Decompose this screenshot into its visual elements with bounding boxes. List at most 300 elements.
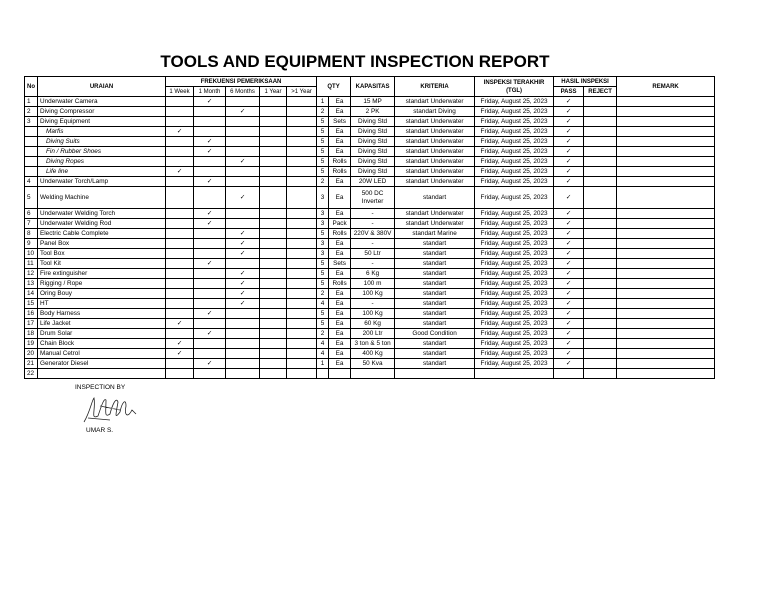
freq-cell (166, 137, 194, 147)
freq-cell (287, 117, 317, 127)
row-kriteria: standart Diving (395, 107, 475, 117)
row-reject (584, 349, 617, 359)
row-qty: 5 (317, 279, 329, 289)
freq-cell (166, 359, 194, 369)
freq-cell (194, 369, 226, 379)
table-row (25, 187, 715, 209)
row-remark (617, 137, 715, 147)
freq-cell (194, 279, 226, 289)
col-header-inspeksi-line1: INSPEKSI TERAKHIR (483, 79, 545, 86)
row-no: 21 (25, 359, 38, 369)
row-remark (617, 229, 715, 239)
freq-cell (166, 117, 194, 127)
row-unit: Ea (329, 269, 351, 279)
freq-check-icon: ✓ (166, 339, 194, 349)
header-row-1 (25, 77, 715, 87)
row-remark (617, 309, 715, 319)
row-tgl: Friday, August 25, 2023 (475, 299, 554, 309)
row-name: Marfis (38, 127, 166, 137)
freq-cell (287, 167, 317, 177)
row-tgl: Friday, August 25, 2023 (475, 239, 554, 249)
row-reject (584, 249, 617, 259)
freq-cell (166, 369, 194, 379)
row-unit: Ea (329, 319, 351, 329)
freq-check-icon: ✓ (226, 279, 260, 289)
row-kapasitas: Diving Std (351, 127, 395, 137)
freq-check-icon: ✓ (194, 177, 226, 187)
row-no: 7 (25, 219, 38, 229)
freq-cell (226, 319, 260, 329)
row-qty: 2 (317, 329, 329, 339)
pass-check-icon: ✓ (554, 97, 584, 107)
row-unit (329, 369, 351, 379)
row-reject (584, 359, 617, 369)
freq-cell (194, 107, 226, 117)
table-row (25, 299, 715, 309)
pass-check-icon: ✓ (554, 329, 584, 339)
row-kapasitas: 60 Kg (351, 319, 395, 329)
freq-cell (166, 219, 194, 229)
row-kriteria: standart Underwater (395, 127, 475, 137)
row-name: Tool Box (38, 249, 166, 259)
freq-cell (260, 167, 287, 177)
freq-cell (260, 359, 287, 369)
pass-check-icon: ✓ (554, 209, 584, 219)
freq-cell (226, 369, 260, 379)
row-reject (584, 177, 617, 187)
freq-check-icon: ✓ (166, 167, 194, 177)
freq-cell (226, 309, 260, 319)
row-unit: Sets (329, 117, 351, 127)
freq-cell (194, 299, 226, 309)
row-kapasitas: Diving Std (351, 157, 395, 167)
row-reject (584, 259, 617, 269)
row-tgl: Friday, August 25, 2023 (475, 107, 554, 117)
freq-check-icon: ✓ (166, 127, 194, 137)
row-qty: 4 (317, 339, 329, 349)
row-name: Underwater Welding Torch (38, 209, 166, 219)
row-kapasitas: 220V & 380V (351, 229, 395, 239)
freq-check-icon: ✓ (226, 157, 260, 167)
row-kriteria: standart (395, 339, 475, 349)
row-tgl: Friday, August 25, 2023 (475, 157, 554, 167)
freq-cell (260, 229, 287, 239)
table-row (25, 289, 715, 299)
row-reject (584, 157, 617, 167)
row-remark (617, 117, 715, 127)
freq-cell (226, 359, 260, 369)
row-unit: Ea (329, 147, 351, 157)
pass-check-icon: ✓ (554, 339, 584, 349)
freq-cell (260, 309, 287, 319)
pass-check-icon: ✓ (554, 107, 584, 117)
pass-check-icon: ✓ (554, 177, 584, 187)
col-header-kapasitas: KAPASITAS (351, 77, 395, 97)
row-reject (584, 187, 617, 209)
row-qty: 3 (317, 209, 329, 219)
row-tgl: Friday, August 25, 2023 (475, 137, 554, 147)
row-tgl: Friday, August 25, 2023 (475, 117, 554, 127)
freq-cell (287, 309, 317, 319)
table-row (25, 239, 715, 249)
table-row (25, 137, 715, 147)
row-remark (617, 359, 715, 369)
freq-cell (226, 349, 260, 359)
freq-cell (166, 299, 194, 309)
row-remark (617, 107, 715, 117)
freq-cell (260, 299, 287, 309)
freq-cell (287, 269, 317, 279)
freq-cell (194, 269, 226, 279)
row-tgl: Friday, August 25, 2023 (475, 187, 554, 209)
row-kapasitas-line1: 500 DC (361, 189, 384, 197)
row-no: 10 (25, 249, 38, 259)
pass-check-icon: ✓ (554, 269, 584, 279)
row-unit: Ea (329, 97, 351, 107)
row-no: 5 (25, 187, 38, 209)
row-no: 4 (25, 177, 38, 187)
freq-cell (226, 147, 260, 157)
row-remark (617, 177, 715, 187)
row-kapasitas: Diving Std (351, 167, 395, 177)
row-unit: Ea (329, 187, 351, 209)
row-tgl: Friday, August 25, 2023 (475, 209, 554, 219)
row-unit: Ea (329, 299, 351, 309)
col-header-kriteria: KRITERIA (395, 77, 475, 97)
freq-check-icon: ✓ (226, 269, 260, 279)
row-name: Panel Box (38, 239, 166, 249)
freq-cell (287, 229, 317, 239)
row-kapasitas (351, 187, 395, 209)
row-kapasitas (351, 369, 395, 379)
table-row (25, 97, 715, 107)
pass-check-icon: ✓ (554, 239, 584, 249)
freq-cell (287, 147, 317, 157)
col-header-1-year: 1 Year (260, 87, 287, 97)
freq-cell (287, 249, 317, 259)
row-no: 2 (25, 107, 38, 117)
col-header-inspeksi (475, 77, 554, 97)
row-reject (584, 329, 617, 339)
row-name: Electric Cable Complete (38, 229, 166, 239)
row-tgl: Friday, August 25, 2023 (475, 319, 554, 329)
table-row (25, 249, 715, 259)
signature-image (80, 392, 140, 428)
row-remark (617, 239, 715, 249)
freq-cell (194, 229, 226, 239)
row-kriteria: standart Marine (395, 229, 475, 239)
table-row (25, 177, 715, 187)
row-name: Diving Equipment (38, 117, 166, 127)
freq-cell (194, 167, 226, 177)
row-qty: 4 (317, 299, 329, 309)
freq-cell (287, 97, 317, 107)
row-unit: Ea (329, 209, 351, 219)
freq-cell (260, 269, 287, 279)
row-no: 20 (25, 349, 38, 359)
freq-cell (260, 349, 287, 359)
freq-cell (287, 349, 317, 359)
row-kriteria: Good Condition (395, 329, 475, 339)
row-reject (584, 229, 617, 239)
row-kapasitas: 400 Kg (351, 349, 395, 359)
row-kriteria: standart (395, 249, 475, 259)
row-tgl: Friday, August 25, 2023 (475, 97, 554, 107)
freq-cell (287, 127, 317, 137)
row-kapasitas: Diving Std (351, 117, 395, 127)
freq-cell (287, 329, 317, 339)
pass-check-icon: ✓ (554, 187, 584, 209)
row-name: Diving Ropes (38, 157, 166, 167)
freq-cell (226, 177, 260, 187)
freq-cell (194, 349, 226, 359)
row-reject (584, 147, 617, 157)
row-remark (617, 299, 715, 309)
freq-check-icon: ✓ (226, 239, 260, 249)
pass-check-icon: ✓ (554, 359, 584, 369)
row-no: 6 (25, 209, 38, 219)
row-kriteria: standart (395, 309, 475, 319)
row-reject (584, 369, 617, 379)
row-qty: 3 (317, 187, 329, 209)
row-kapasitas: 50 Ltr (351, 249, 395, 259)
row-remark (617, 219, 715, 229)
freq-cell (166, 229, 194, 239)
row-no: 12 (25, 269, 38, 279)
row-remark (617, 329, 715, 339)
row-kapasitas: - (351, 239, 395, 249)
row-unit: Ea (329, 177, 351, 187)
table-row (25, 269, 715, 279)
row-no: 11 (25, 259, 38, 269)
row-reject (584, 209, 617, 219)
row-unit: Rolls (329, 279, 351, 289)
report-title: TOOLS AND EQUIPMENT INSPECTION REPORT (160, 52, 550, 71)
col-header-hasil: HASIL INSPEKSI (554, 77, 617, 87)
freq-cell (260, 127, 287, 137)
row-unit: Ea (329, 289, 351, 299)
row-remark (617, 369, 715, 379)
row-kapasitas: 20W LED (351, 177, 395, 187)
freq-cell (194, 289, 226, 299)
freq-cell (166, 187, 194, 209)
freq-cell (166, 107, 194, 117)
row-no: 16 (25, 309, 38, 319)
row-kapasitas: 200 Ltr (351, 329, 395, 339)
row-remark (617, 157, 715, 167)
row-kriteria: standart Underwater (395, 137, 475, 147)
freq-cell (166, 329, 194, 339)
row-remark (617, 147, 715, 157)
row-no: 15 (25, 299, 38, 309)
table-row (25, 127, 715, 137)
row-qty: 3 (317, 239, 329, 249)
col-header-over-1-year: >1 Year (287, 87, 317, 97)
row-kriteria: standart Underwater (395, 219, 475, 229)
row-tgl: Friday, August 25, 2023 (475, 279, 554, 289)
table-row (25, 167, 715, 177)
row-name: Tool Kit (38, 259, 166, 269)
row-remark (617, 127, 715, 137)
row-kriteria: standart (395, 259, 475, 269)
freq-cell (287, 107, 317, 117)
row-reject (584, 167, 617, 177)
table-row (25, 369, 715, 379)
freq-cell (166, 157, 194, 167)
freq-cell (194, 117, 226, 127)
row-qty: 5 (317, 229, 329, 239)
freq-cell (260, 329, 287, 339)
row-name (38, 369, 166, 379)
row-no (25, 127, 38, 137)
freq-cell (260, 259, 287, 269)
freq-cell (287, 177, 317, 187)
table-row (25, 339, 715, 349)
row-remark (617, 269, 715, 279)
freq-cell (194, 249, 226, 259)
pass-check-icon: ✓ (554, 279, 584, 289)
row-name: Fin / Rubber Shoes (38, 147, 166, 157)
row-kriteria: standart (395, 279, 475, 289)
row-qty: 5 (317, 157, 329, 167)
freq-cell (194, 187, 226, 209)
table-row (25, 107, 715, 117)
freq-cell (287, 157, 317, 167)
row-no: 19 (25, 339, 38, 349)
row-no: 3 (25, 117, 38, 127)
row-kapasitas: - (351, 209, 395, 219)
row-reject (584, 269, 617, 279)
row-kapasitas: Diving Std (351, 137, 395, 147)
row-unit: Ea (329, 309, 351, 319)
row-name: Fire extinguisher (38, 269, 166, 279)
row-qty: 1 (317, 359, 329, 369)
freq-cell (260, 117, 287, 127)
row-tgl: Friday, August 25, 2023 (475, 269, 554, 279)
col-header-remark: REMARK (617, 77, 715, 97)
row-kapasitas: 3 ton & 5 ton (351, 339, 395, 349)
freq-cell (226, 219, 260, 229)
row-pass (554, 369, 584, 379)
freq-cell (166, 309, 194, 319)
freq-cell (287, 279, 317, 289)
row-remark (617, 279, 715, 289)
inspection-table (24, 76, 715, 379)
row-kriteria: standart Underwater (395, 97, 475, 107)
row-remark (617, 249, 715, 259)
col-header-qty: QTY (317, 77, 351, 97)
row-unit: Rolls (329, 157, 351, 167)
freq-check-icon: ✓ (166, 319, 194, 329)
row-kriteria: standart (395, 269, 475, 279)
pass-check-icon: ✓ (554, 289, 584, 299)
row-qty: 5 (317, 167, 329, 177)
freq-cell (260, 369, 287, 379)
freq-cell (287, 319, 317, 329)
row-reject (584, 319, 617, 329)
freq-cell (287, 289, 317, 299)
table-row (25, 147, 715, 157)
table-row (25, 259, 715, 269)
freq-cell (194, 339, 226, 349)
row-reject (584, 117, 617, 127)
row-qty: 4 (317, 349, 329, 359)
row-no: 9 (25, 239, 38, 249)
freq-check-icon: ✓ (194, 219, 226, 229)
row-no (25, 137, 38, 147)
freq-cell (260, 177, 287, 187)
row-kriteria: standart (395, 299, 475, 309)
row-qty: 5 (317, 117, 329, 127)
freq-cell (260, 239, 287, 249)
table-row (25, 157, 715, 167)
col-header-6-months: 6 Months (226, 87, 260, 97)
row-unit: Ea (329, 127, 351, 137)
row-kriteria: standart (395, 319, 475, 329)
col-header-1-week: 1 Week (166, 87, 194, 97)
row-kapasitas: - (351, 219, 395, 229)
freq-cell (166, 289, 194, 299)
row-tgl: Friday, August 25, 2023 (475, 339, 554, 349)
table-row (25, 349, 715, 359)
freq-cell (226, 167, 260, 177)
freq-check-icon: ✓ (226, 107, 260, 117)
row-no: 8 (25, 229, 38, 239)
freq-check-icon: ✓ (226, 187, 260, 209)
table-row (25, 309, 715, 319)
table-row (25, 117, 715, 127)
row-name: Oring Bouy (38, 289, 166, 299)
freq-cell (260, 249, 287, 259)
row-kriteria: standart Underwater (395, 147, 475, 157)
row-name: Manual Cetrol (38, 349, 166, 359)
table-row (25, 359, 715, 369)
row-tgl: Friday, August 25, 2023 (475, 289, 554, 299)
row-kapasitas: 6 Kg (351, 269, 395, 279)
row-name: Diving Suits (38, 137, 166, 147)
pass-check-icon: ✓ (554, 319, 584, 329)
row-unit: Rolls (329, 229, 351, 239)
row-kriteria: standart (395, 187, 475, 209)
row-no: 17 (25, 319, 38, 329)
freq-check-icon: ✓ (226, 289, 260, 299)
row-kriteria: standart Underwater (395, 209, 475, 219)
row-qty (317, 369, 329, 379)
pass-check-icon: ✓ (554, 259, 584, 269)
freq-cell (287, 369, 317, 379)
row-tgl: Friday, August 25, 2023 (475, 167, 554, 177)
freq-cell (166, 147, 194, 157)
row-kapasitas: 100 Kg (351, 309, 395, 319)
freq-cell (166, 249, 194, 259)
freq-cell (226, 329, 260, 339)
row-kriteria: standart (395, 349, 475, 359)
row-no: 13 (25, 279, 38, 289)
row-tgl: Friday, August 25, 2023 (475, 127, 554, 137)
row-unit: Ea (329, 137, 351, 147)
freq-cell (287, 137, 317, 147)
row-remark (617, 167, 715, 177)
row-no (25, 157, 38, 167)
row-remark (617, 319, 715, 329)
row-name: Life Jacket (38, 319, 166, 329)
pass-check-icon: ✓ (554, 309, 584, 319)
freq-check-icon: ✓ (226, 299, 260, 309)
freq-check-icon: ✓ (226, 229, 260, 239)
row-no: 22 (25, 369, 38, 379)
row-unit: Rolls (329, 167, 351, 177)
table-row (25, 319, 715, 329)
